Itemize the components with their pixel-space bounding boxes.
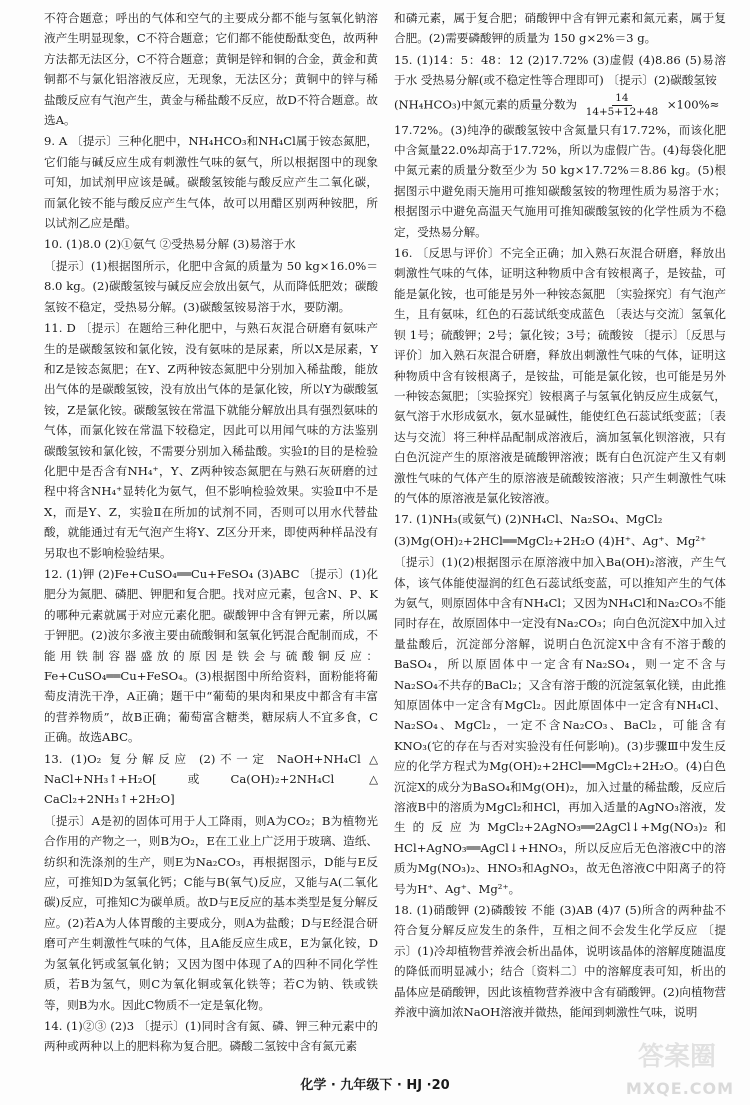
right-column bbox=[394, 8, 726, 1072]
footer-dot: · bbox=[426, 1078, 432, 1093]
answer-12: 12. (1)钾 (2)Fe+CuSO₄══Cu+FeSO₄ (3)ABC 〔提示〕(1)化肥分为氮肥、磷肥、钾肥和复合肥。找对应元素，包含N、P、K的哪种元素就属于对应元素化肥。碳酸钾中含有钾元素，所以属于钾肥。(2)波尔多液主要由硫酸铜和氢氧化钙混合配制而成，不能用铁制容器盛放的原因是铁会与硫酸铜反应：Fe+CuSO₄══Cu+FeSO₄。(3)根据图中所给资料，面粉能将葡萄皮清洗干净，A正确；题干中“葡萄的果肉和果皮中都含有丰富的营养物质”，故B正确；葡萄富含糖类，糖尿病人不宜多食，C正确。故选ABC。 bbox=[44, 566, 378, 745]
footer-page-number: 20 bbox=[431, 1078, 450, 1093]
fraction-numerator: 14 bbox=[612, 92, 631, 106]
footer-edition: HJ bbox=[406, 1078, 423, 1093]
answer-9: 9. A 〔提示〕三种化肥中，NH₄HCO₃和NH₄Cl属于铵态氮肥，它们能与碱反应生成有刺激性气味的氨气，所以根据图中的现象可知，加试剂甲应该是碱。碳酸氢铵能与酸反应产生二氧化碳，而氯化铵不能与酸反应产生气体，故可以用醋区别两种铵肥，所以试剂乙应是醋。 bbox=[44, 134, 378, 231]
answer-10-hint: 〔提示〕(1)根据图所示，化肥中含氮的质量为 50 kg×16.0%＝8.0 kg。(2)碳酸氢铵与碱反应会放出氨气，从而降低肥效；碳酸氢铵不稳定，受热易分解。(3)碳酸氢铵易溶于水，要防潮。 bbox=[44, 258, 378, 314]
left-column bbox=[44, 8, 378, 1068]
answer-17-hint: 〔提示〕(1)(2)根据图示在原溶液中加入Ba(OH)₂溶液，产生气体，该气体能使湿润的红色石蕊试纸变蓝，可以推知产生的气体为氨气，则原固体中含有NH₄Cl；又因为NH₄Cl和Na₂CO₃不能同时存在，故原固体中一定没有Na₂CO₃；向白色沉淀X中加入过量盐酸后，沉淀部分溶解，说明白色沉淀X中含有不溶于酸的BaSO₄，所以原固体中一定含有Na₂SO₄，则一定不含与Na₂SO₄不共存的BaCl₂；又含有溶于酸的沉淀氢氧化镁，由此推知原固体中一定含有MgCl₂。因此原固体中一定含有NH₄Cl、Na₂SO₄、MgCl₂，一定不含Na₂CO₃、BaCl₂，可能含有KNO₃(它的存在与否对实验没有任何影响)。(3)步骤Ⅲ中发生反应的化学方程式为Mg(OH)₂+2HCl══MgCl₂+2H₂O。(4)白色沉淀X的成分为BaSO₄和Mg(OH)₂，加入过量的稀盐酸，反应后溶液B中的溶质为MgCl₂和HCl，再加入适量的AgNO₃溶液，发生的反应为MgCl₂+2AgNO₃══2AgCl↓+Mg(NO₃)₂和HCl+AgNO₃══AgCl↓+HNO₃，所以反应后无色溶液C中的溶质为Mg(NO₃)₂、HNO₃和AgNO₃，故无色溶液C中阳离子的符号为H⁺、Ag⁺、Mg²⁺。 bbox=[394, 555, 726, 896]
answer-15-formula bbox=[394, 92, 726, 119]
answer-13-hint: 〔提示〕A是初的固体可用于人工降雨，则A为CO₂；B为植物光合作用的产物之一，则B为O₂，E在工业上广泛用于玻璃、造纸、纺织和洗涤剂的生产，则E为Na₂CO₃，再根据图示，D能与E反应，可推知D为氢氧化钙；C能与B(氧气)反应，又能与A(二氧化碳)反应，可推知C为碳单质。故D与E反应的基本类型是复分解反应。(2)若A为人体胃酸的主要成分，则A为盐酸；D与E经混合研磨可产生刺激性气味的气体，且A能反应生成E，E为氯化铵，D为氢氧化钙或氢氧化钠；又因为图中体现了A的四种不同化学性质，若B为氢气，则C为氧化铜或氧化铁等；若C为钠、铁或铁等，则B为水。因此C物质不一定是氧化物。 bbox=[44, 813, 378, 1012]
answer-17: 17. (1)NH₃(或氨气) (2)NH₄Cl、Na₂SO₄、MgCl₂ bbox=[394, 512, 663, 527]
answer-17-equation: (3)Mg(OH)₂+2HCl══MgCl₂+2H₂O (4)H⁺、Ag⁺、Mg²⁺ bbox=[394, 533, 707, 548]
answer-16: 16. 〔反思与评价〕不完全正确；加入熟石灰混合研磨，释放出刺激性气味的气体，证明这种物质中含有铵根离子，是铵盐，可能是氯化铵，也可能是另外一种铵态氮肥 〔实验探究〕有气泡产生，且有氨味，红色的石蕊试纸变成蓝色 〔表达与交流〕氢氧化钡 1号；硫酸钾；2号；氯化铵；3号；硫酸铵 〔提示〕〔反思与评价〕加入熟石灰混合研磨，释放出刺激性气味的气体，证明这种物质中含有铵根离子，是铵盐，可能是氯化铵，也可能是另外一种铵态氮肥；〔实验探究〕铵根离子与氢氧化钠反应生成氨气，氨气溶于水形成氨水，氨水显碱性，能使红色石蕊试纸变蓝；〔表达与交流〕将三种样品配制成溶液后，滴加氢氧化钡溶液，只有白色沉淀产生的原溶液是硫酸钾溶液；既有白色沉淀产生又有刺激性气味的气体产生的原溶液是硫酸铵溶液；只产生刺激性气味的气体的原溶液是氯化铵溶液。 bbox=[394, 246, 726, 505]
footer-dot: · bbox=[330, 1078, 341, 1093]
footer-dot: · bbox=[396, 1078, 407, 1093]
formula-prefix: (NH₄HCO₃)中氮元素的质量分数为 bbox=[394, 97, 578, 112]
answer-10: 10. (1)8.0 (2)①氨气 ②受热易分解 (3)易溶于水 bbox=[44, 237, 296, 252]
watermark bbox=[620, 1042, 740, 1099]
answer-18: 18. (1)硝酸钾 (2)磷酸铵 不能 (3)AB (4)7 (5)所含的两种盐不符合复分解反应发生的条件，互相之间不会发生化学反应 〔提示〕(1)冷却植物营养液会析出晶体，说明该晶体的溶解度随温度的降低而明显减小；结合〔资料二〕中的溶解度表可知，析出的晶体应是硝酸钾，因此该植物营养液中含有硝酸钾。(2)向植物营养液中滴加浓NaOH溶液并微热，能闻到刺激性气味，说明 bbox=[394, 903, 726, 1020]
continued-paragraph-right: 和磷元素，属于复合肥；硝酸钾中含有钾元素和氮元素，属于复合肥。(2)需要磷酸钾的质量为 150 g×2%＝3 g。 bbox=[394, 11, 726, 46]
answer-15: 15. (1)14：5：48：12 (2)17.72% (3)虚假 (4)8.86 (5)易溶于水 受热易分解(或不稳定性等合理即可) 〔提示〕(2)碳酸氢铵 bbox=[394, 52, 726, 88]
watermark-text: MXQE.COM bbox=[625, 1078, 735, 1098]
fraction-denominator: 14+5+12+48 bbox=[585, 105, 659, 118]
fraction bbox=[583, 92, 661, 119]
formula-suffix: ×100%≈ bbox=[666, 97, 720, 112]
answer-11: 11. D 〔提示〕在题给三种化肥中，与熟石灰混合研磨有氨味产生的是碳酸氢铵和氯化铵，没有氨味的是尿素，所以X是尿素，Y和Z是铵态氮肥；在Y、Z两种铵态氮肥中分别加入稀盐酸，能放出气体的是碳酸氢铵，没有放出气体的是氯化铵，所以Y为碳酸氢铵，Z是氯化铵。碳酸氢铵在常温下就能分解放出具有强烈氨味的气体，而氯化铵在常温下较稳定，因此可以用闻气味的方法鉴别碳酸氢铵和氯化铵，不需要分别加入稀盐酸。实验Ⅰ的目的是检验化肥中是否含有NH₄⁺，Y、Z两种铵态氮肥在与熟石灰研磨的过程中将含NH₄⁺显转化为氨气，但不影响检验效果。实验Ⅱ中不是X，而是Y、Z，实验Ⅱ在所加的试剂不同，否则可以用水代替盐酸，就能通过有无气泡产生将Y、Z区分开来，即使两种样品没有另取也不影响检验结果。 bbox=[44, 321, 378, 560]
answer-14: 14. (1)②③ (2)3 〔提示〕(1)同时含有氮、磷、钾三种元素中的两种或两种以上的肥料称为复合肥。磷酸二氢铵中含有氮元素 bbox=[44, 1018, 378, 1054]
watermark-logo-icon: 答案圈 bbox=[638, 1042, 717, 1072]
continued-paragraph: 不符合题意；呼出的气体和空气的主要成分都不能与氢氧化钠溶液产生明显现象，C不符合题意；它们都不能使酚酞变色，故两种方法都无法区分，C不符合题意；黄铜是锌和铜的合金，黄金和黄铜都不与氯化铝溶液反应，无现象，无法区分；黄铜中的锌与稀盐酸反应有气泡产生，黄金与稀盐酸不反应，故D不符合题意。故选A。 bbox=[44, 11, 378, 128]
footer-subject: 化学 bbox=[300, 1078, 327, 1093]
answer-15-continued: 17.72%。(3)纯净的碳酸氢铵中含氮量只有17.72%，而该化肥中含氮量22.0%却高于17.72%，所以为虚假广告。(4)每袋化肥中氮元素的质量分数至少为 50 kg×17.72%＝8.86 kg。(5)根据图示中避免雨天施用可推知碳酸氢铵的物理性质为易溶于水；根据图示中避免高温天气施用可推知碳酸氢铵的化学性质为不稳定，受热易分解。 bbox=[394, 122, 726, 239]
footer-grade: 九年级下 bbox=[340, 1078, 393, 1093]
answer-13: 13. (1)O₂ 复分解反应 (2)不一定 NaOH+NH₄Cl △ NaCl+NH₃↑+H₂O[或Ca(OH)₂+2NH₄Cl △ CaCl₂+2NH₃↑+2H₂O] bbox=[44, 751, 378, 807]
